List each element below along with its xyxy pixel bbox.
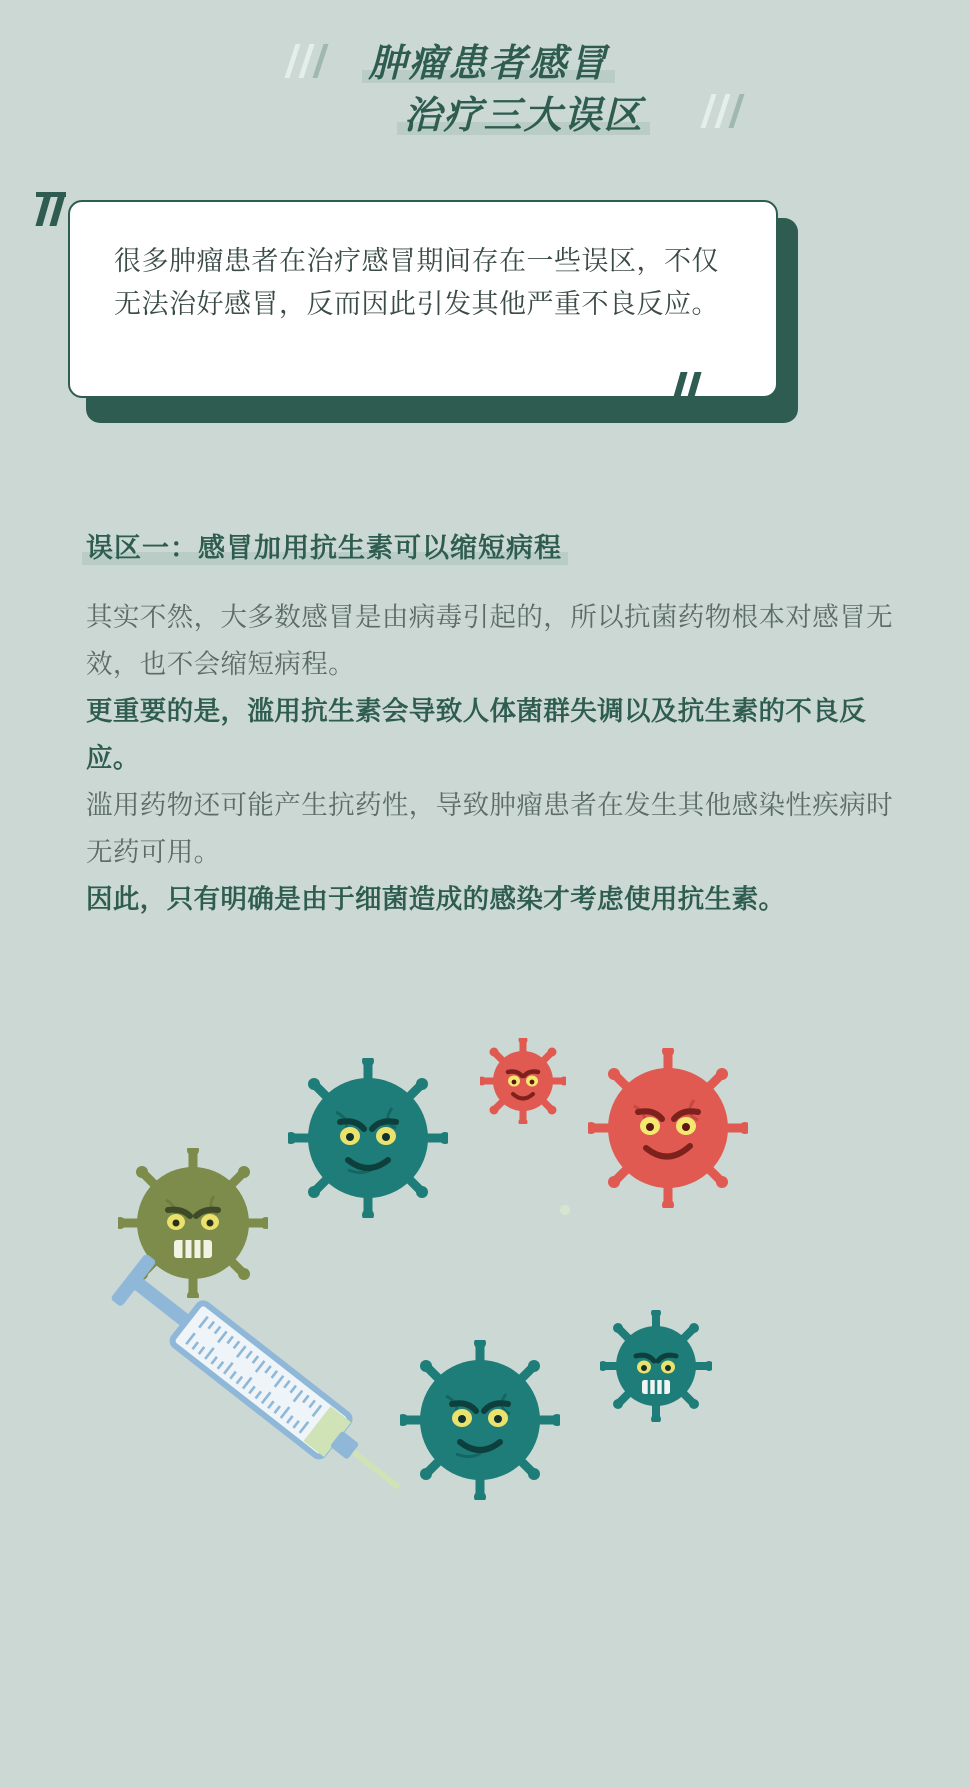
section-paragraph-2: 更重要的是，滥用抗生素会导致人体菌群失调以及抗生素的不良反应。	[86, 696, 867, 773]
quote-card-body	[68, 200, 778, 398]
quote-card-text: 很多肿瘤患者在治疗感冒期间存在一些误区，不仅无法治好感冒，反而因此引发其他严重不良反应。	[114, 246, 719, 319]
section-paragraph-1: 其实不然，大多数感冒是由病毒引起的，所以抗菌药物根本对感冒无效，也不会缩短病程。	[86, 602, 893, 679]
title-text-2: 治疗三大误区	[403, 95, 644, 137]
virus-teal-small-right-icon	[600, 1310, 712, 1427]
section-misconception-one	[86, 528, 896, 923]
illustration-viruses-and-syringe	[0, 1000, 969, 1787]
virus-red-large-icon	[588, 1048, 748, 1213]
page-title	[0, 38, 969, 142]
virus-teal-large-icon	[288, 1058, 448, 1223]
sparkle-dot	[560, 1205, 570, 1215]
syringe-icon	[86, 1255, 446, 1520]
section-heading-text: 误区一：感冒加用抗生素可以缩短病程	[86, 533, 562, 563]
section-paragraph-3: 滥用药物还可能产生抗药性，导致肿瘤患者在发生其他感染性疾病时无药可用。	[86, 790, 893, 867]
title-text-1: 肿瘤患者感冒	[368, 43, 609, 85]
page-title-line-2	[403, 90, 643, 142]
quote-card	[68, 200, 780, 410]
section-heading	[86, 528, 562, 568]
virus-red-small-icon	[480, 1038, 566, 1129]
page-title-line-1	[368, 38, 608, 90]
section-paragraph-4: 因此，只有明确是由于细菌造成的感染才考虑使用抗生素。	[86, 884, 786, 914]
